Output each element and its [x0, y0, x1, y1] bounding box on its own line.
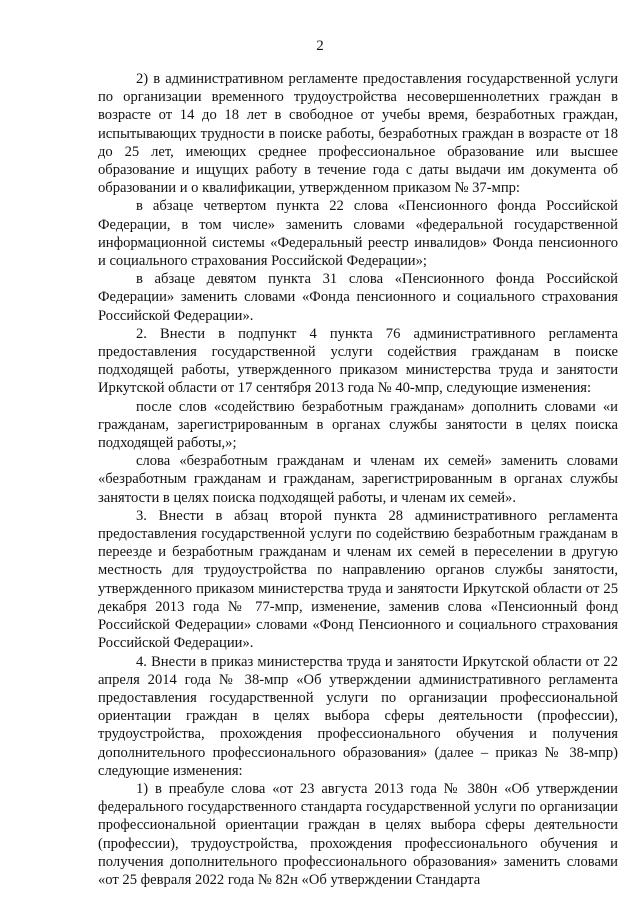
paragraph: 2. Внести в подпункт 4 пункта 76 административного регламента предоставления государственной услуги содействия гражданам в поиске подходящей работы, утвержденного приказом министерства труда и занятости Иркутской области от 17 сентября 2013 года № 40-мпр, следующие изменения: — [98, 325, 618, 397]
paragraph: в абзаце девятом пункта 31 слова «Пенсионного фонда Российской Федерации» заменить словами «Фонда пенсионного и социального страхования Российской Федерации». — [98, 271, 618, 324]
paragraph: в абзаце четвертом пункта 22 слова «Пенсионного фонда Российской Федерации, в том числе» заменить словами «федеральной государственной информационной системы «Федеральный реестр инвалидов» Фонда пенсионного и социального страхования Российской Федерации»; — [98, 198, 618, 270]
paragraph: 1) в преабуле слова «от 23 августа 2013 года № 380н «Об утверждении федерального государственного стандарта государственной услуги по организации профессиональной ориентации граждан в целях выбора сферы деятельности (профессии), трудоустройства, прохождения профессионального обучения и получения дополнительного профессионального образования» заменить словами «от 25 февраля 2022 года № 82н «Об утверждении Стандарта — [98, 780, 618, 888]
paragraph: после слов «содействию безработным гражданам» дополнить словами «и гражданам, зарегистрированным в органах службы занятости в целях поиска подходящей работы,»; — [98, 398, 618, 452]
paragraph: 3. Внести в абзац второй пункта 28 административного регламента предоставления государственной услуги по содействию безработным гражданам в переезде и безработным гражданам и членам их семей в переселении в другую местность для трудоустройства по направлению органов службы занятости, утвержденного приказом министерства труда и занятости Иркутской области от 25 декабря 2013 года № 77-мпр, изменение, заменив слова «Пенсионный фонд Российской Федерации» словами «Фонд Пенсионного и социального страхования Российской Федерации». — [98, 507, 618, 652]
page-number: 2 — [316, 38, 324, 54]
document-body — [98, 70, 618, 889]
paragraph: 2) в административном регламенте предоставления государственной услуги по организации временного трудоустройства несовершеннолетних граждан в возрасте от 14 до 18 лет в свободное от учебы время, безработных граждан, испытывающих трудности в поиске работы, безработных граждан в возрасте от 18 до 25 лет, имеющих среднее профессиональное образование или высшее образование и ищущих работу в течение года с даты выдачи им документа об образовании и о квалификации, утвержденном приказом № 37-мпр: — [98, 71, 618, 197]
paragraph: слова «безработным гражданам и членам их семей» заменить словами «безработным гражданам и гражданам, зарегистрированным в органах службы занятости в целях поиска подходящей работы, и членам их семей». — [98, 453, 618, 506]
paragraph: 4. Внести в приказ министерства труда и занятости Иркутской области от 22 апреля 2014 года № 38-мпр «Об утверждении административного регламента предоставления государственной услуги по организации профессиональной ориентации граждан в целях выбора сферы деятельности (профессии), трудоустройства, прохождения профессионального обучения и получения дополнительного профессионального образования» (далее – приказ № 38-мпр) следующие изменения: — [98, 653, 618, 779]
